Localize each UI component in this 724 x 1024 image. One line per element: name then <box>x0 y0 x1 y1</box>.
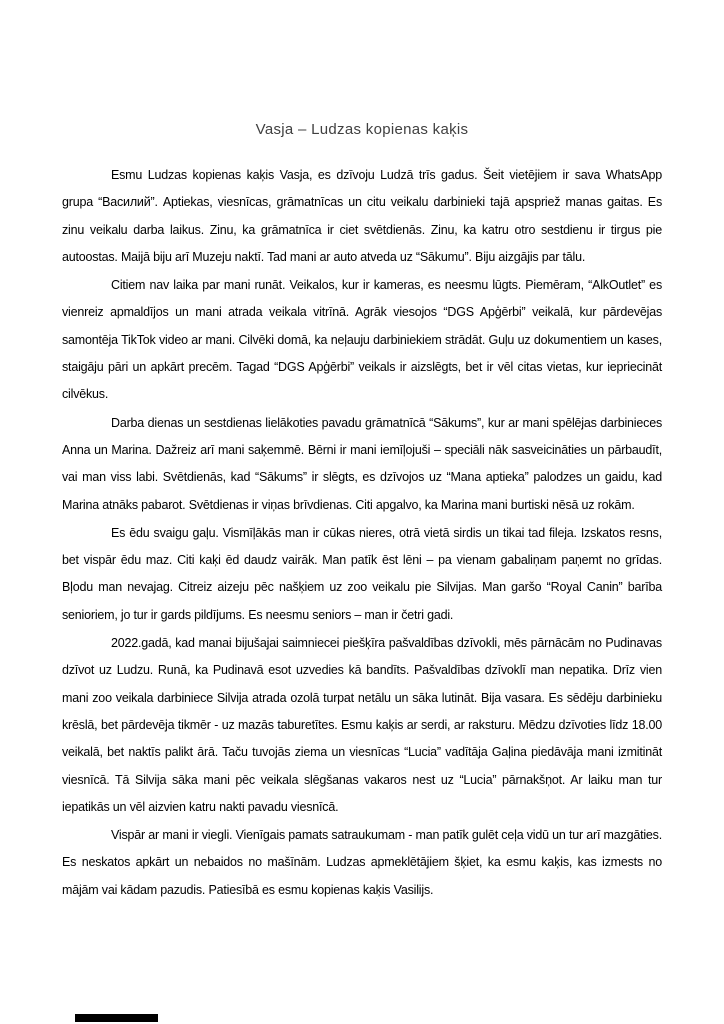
paragraph-3: Darba dienas un sestdienas lielākoties pavadu grāmatnīcā “Sākums”, kur ar mani spēlējas darbinieces Anna un Marina. Dažreiz arī mani saķemmē. Bērni ir mani iemīļojuši – speciāli nāk sasveicināties un pārbaudīt, vai man viss labi. Svētdienās, kad “Sākums” ir slēgts, es dzīvojos uz “Mana aptieka” palodzes un gaidu, kad Marina atnāks pabarot. Svētdienas ir viņas brīvdienas. Citi apgalvo, ka Marina mani burtiski nēsā uz rokām. <box>62 415 662 512</box>
document-title: Vasja – Ludzas kopienas kaķis <box>255 121 469 138</box>
paragraph-4: Es ēdu svaigu gaļu. Vismīļākās man ir cūkas nieres, otrā vietā sirdis un tikai tad fileja. Izskatos resns, bet vispār ēdu maz. Citi kaķi ēd daudz vairāk. Man patīk ēst lēni – pa vienam gabaliņam paņemt no grīdas. Bļodu man nevajag. Citreiz aizeju pēc našķiem uz zoo veikalu pie Silvijas. Man garšo “Royal Canin” barība senioriem, jo tur ir gards pildījums. Es neesmu seniors – man ir četri gadi. <box>62 525 662 622</box>
paragraph-2: Citiem nav laika par mani runāt. Veikalos, kur ir kameras, es neesmu lūgts. Piemēram, “AlkOutlet” es vienreiz apmaldījos un mani atrada veikala vitrīnā. Agrāk viesojos “DGS Apģērbi” veikalā, kur pārdevējas samontēja TikTok video ar mani. Cilvēki domā, ka neļauju darbiniekiem strādāt. Guļu uz dokumentiem un kases, staigāju pāri un apkārt precēm. Tagad “DGS Apģērbi” veikals ir aizslēgts, bet ir vēl citas vietas, kur iepriecināt cilvēkus. <box>62 278 662 402</box>
bottom-black-bar <box>75 1014 158 1022</box>
paragraph-5: 2022.gadā, kad manai bijušajai saimniecei piešķīra pašvaldības dzīvokli, mēs pārnācām no Pudinavas dzīvot uz Ludzu. Runā, ka Pudinavā esot uzvedies kā bandīts. Pašvaldības dzīvoklī man nepatika. Drīz vien mani zoo veikala darbiniece Silvija atrada ozolā turpat netālu un sāka lutināt. Bija vasara. Es sēdēju darbinieku krēslā, bet pārdevēja tikmēr - uz mazās taburetītes. Esmu kaķis ar serdi, ar raksturu. Mēdzu dzīvoties līdz 18.00 veikalā, bet naktīs palikt ārā. Taču tuvojās ziema un viesnīcas “Lucia” vadītāja Gaļina piedāvāja mani izmitināt viesnīcā. Tā Silvija sāka mani pēc veikala slēgšanas vakaros nest uz “Lucia” pārnakšņot. Ar laiku man tur iepatikās un vēl aizvien katru nakti pavadu viesnīcā. <box>62 636 662 814</box>
paragraph-6: Vispār ar mani ir viegli. Vienīgais pamats satraukumam - man patīk gulēt ceļa vidū un tur arī mazgāties. Es neskatos apkārt un nebaidos no mašīnām. Ludzas apmeklētājiem šķiet, ka esmu kaķis, kas izmests no mājām vai kādam pazudis. Patiesībā es esmu kopienas kaķis Vasilijs. <box>62 828 662 897</box>
document-body <box>0 162 724 904</box>
paragraph-1: Esmu Ludzas kopienas kaķis Vasja, es dzīvoju Ludzā trīs gadus. Šeit vietējiem ir sava WhatsApp grupa “Василий”. Aptiekas, viesnīcas, grāmatnīcas un citu veikalu darbinieki tajā apspriež manas gaitas. Es zinu veikalu darba laikus. Zinu, ka grāmatnīca ir ciet svētdienās. Zinu, ka katru otro sestdienu ir tirgus pie autoostas. Maijā biju arī Muzeju naktī. Tad mani ar auto atveda uz “Sākumu”. Biju aizgājis par tālu. <box>62 168 662 264</box>
